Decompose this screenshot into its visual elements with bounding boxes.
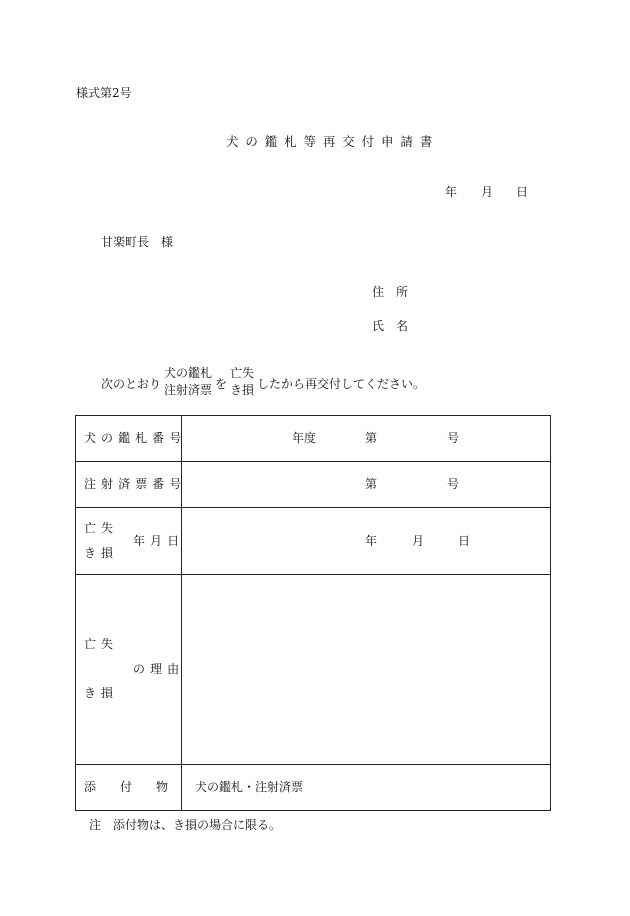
date-year: 年 [445,185,458,199]
footnote: 注 添付物は、き損の場合に限る。 [89,818,282,832]
sentence-particle: を [215,377,228,391]
date-day: 日 [516,185,529,199]
sentence-prefix: 次のとおり [101,377,162,391]
table-row-dog-tag-number [76,416,551,462]
addressee: 甘楽町長 様 [101,235,174,249]
table-row-attachment [76,765,551,811]
value-dog-tag-number[interactable]: 年度 第 号 [182,416,551,462]
label-loss-reason: 亡失 の理由 き損 [76,575,182,765]
label-dog-tag-number: 犬の鑑札番号 [76,416,182,462]
value-loss-date[interactable]: 年 月 日 [182,508,551,575]
date-month: 月 [481,185,494,199]
document-title: 犬の鑑札等再交付申請書 [226,134,440,149]
value-attachment: 犬の鑑札・注射済票 [182,765,551,811]
table-row-injection-ticket-number [76,462,551,508]
address-label: 住 所 [372,285,409,299]
application-table [75,415,551,811]
label-injection-ticket-number: 注射済票番号 [76,462,182,508]
value-loss-reason[interactable] [182,575,551,765]
choice-dog-tag: 犬の鑑札 [164,366,213,380]
choice-lost: 亡失 [230,366,255,380]
sentence-suffix: したから再交付してください。 [257,377,426,391]
choice-injection-ticket: 注射済票 [164,383,213,397]
table-row-loss-reason [76,575,551,765]
choice-damaged: き損 [230,383,255,397]
value-injection-ticket-number[interactable]: 第 号 [182,462,551,508]
table-row-loss-date [76,508,551,575]
choice-item-type [164,365,212,399]
form-number: 様式第2号 [76,86,132,100]
label-attachment: 添 付 物 [76,765,182,811]
choice-loss-type [230,365,254,399]
label-loss-date: 亡失 き損 年月日 [76,508,182,575]
name-label: 氏 名 [372,319,409,333]
